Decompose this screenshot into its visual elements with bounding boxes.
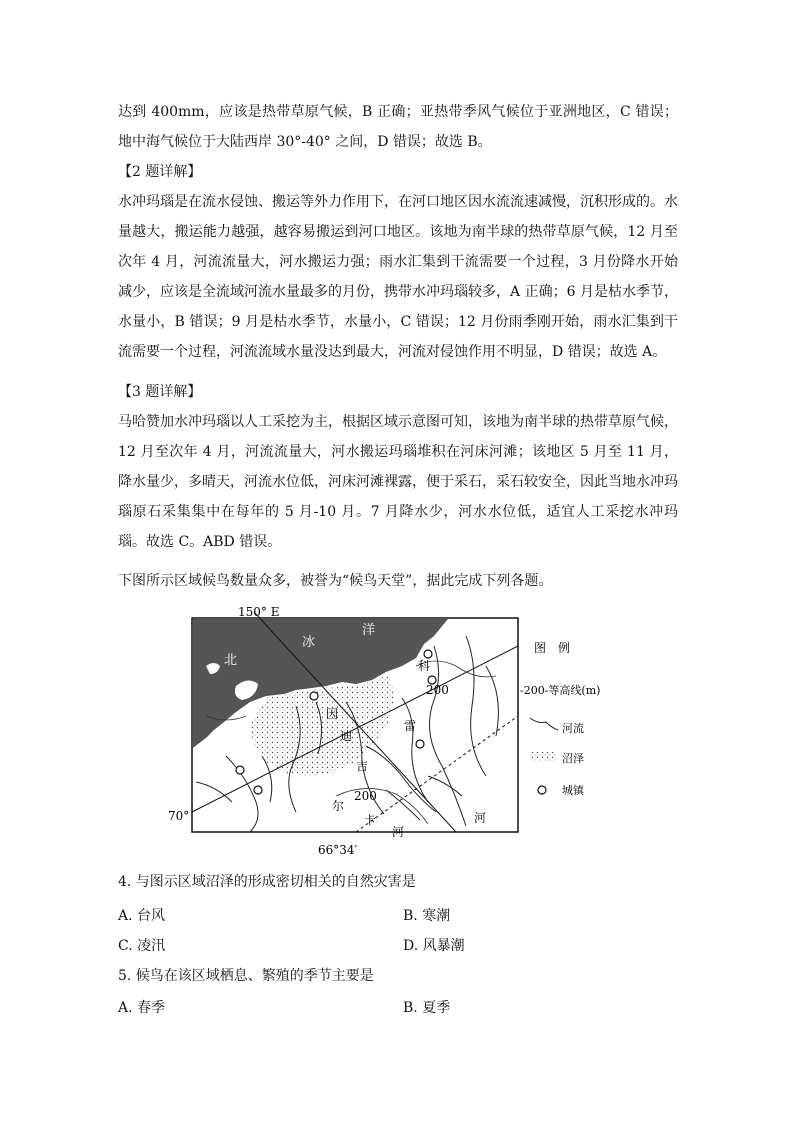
legend-contour: -200-等高线(m)	[520, 684, 601, 697]
place-char-he1: 河	[392, 825, 405, 839]
lon-label: 150° E	[238, 605, 280, 619]
answer-3-continuation	[118, 97, 678, 157]
place-char-yin: 因	[326, 707, 339, 721]
answer-2-section	[118, 157, 678, 367]
question-intro	[118, 566, 678, 596]
answer-3-section	[118, 377, 678, 557]
paragraph-answer-2: 水冲玛瑙是在流水侵蚀、搬运等外力作用下，在河口地区因水流流速减慢，沉积形成的。水量越大，搬运能力越强，越容易搬运到河口地区。该地为南半球的热带草原气候，12 月至次年 4 月，河流流量大，河水搬运力强；雨水汇集到干流需要一个过程，3 月份降水开始减少，应该是全流域河流水量最多的月份，携带水冲玛瑙较多，A 正确；6 月是枯水季节，水量小，B 错误；9 月是枯水季节，水量小，C 错误；12 月份雨季刚开始，雨水汇集到干流需要一个过程，河流流域水量没达到最大，河流对侵蚀作用不明显，D 错误；故选 A。	[118, 194, 678, 360]
question-4-option-b[interactable]: B. 寒潮	[403, 908, 451, 924]
region-map-figure	[166, 605, 601, 857]
place-char-he2: 河	[474, 811, 487, 825]
legend-swamp-symbol	[530, 752, 556, 762]
arctic-circle-label: 66°34′	[318, 843, 358, 857]
legend-town-symbol	[538, 786, 546, 794]
lat-label: 70°	[168, 809, 190, 823]
contour-label-a: 200	[426, 683, 449, 697]
place-char-ke: 科	[418, 659, 431, 673]
place-char-ka: 卡	[364, 813, 377, 827]
contour-label-b: 200	[354, 789, 377, 803]
region-map-svg	[166, 605, 601, 857]
question-4-option-a[interactable]: A. 台风	[118, 908, 166, 924]
legend-title: 图 例	[533, 641, 571, 655]
place-char-ji: 吉	[356, 759, 369, 773]
heading-answer-3: 【3 题详解】	[118, 384, 202, 400]
question-4-option-d[interactable]: D. 风暴潮	[403, 938, 465, 954]
question-5-option-a[interactable]: A. 春季	[118, 1000, 166, 1016]
question-4-option-c[interactable]: C. 凌汛	[118, 938, 166, 954]
map-legend	[520, 640, 600, 797]
legend-river: 河流	[562, 722, 584, 735]
place-char-lei: 雷	[404, 719, 417, 733]
sea-char-2: 冰	[302, 635, 316, 650]
paragraph-answer-1-end: 达到 400mm，应该是热带草原气候，B 正确；亚热带季风气候位于亚洲地区，C 错误；地中海气候位于大陆西岸 30°-40° 之间，D 错误；故选 B。	[118, 104, 678, 150]
question-5-stem: 5. 候鸟在该区域栖息、繁殖的季节主要是	[118, 968, 374, 984]
legend-river-symbol	[530, 718, 558, 730]
place-char-di: 迪	[340, 729, 353, 743]
sea-char-1: 北	[224, 653, 238, 668]
paragraph-answer-3: 马哈赞加水冲玛瑙以人工采挖为主，根据区域示意图可知，该地为南半球的热带草原气候，12 月至次年 4 月，河流流量大，河水搬运玛瑙堆积在河床河滩；该地区 5 月至 11 月，降水量少，多晴天，河流水位低，河床河滩裸露，便于采石，采石较安全，因此当地水冲玛瑙原石采集集中在每年的 5 月-10 月。7 月降水少，河水水位低，适宜人工采挖水冲玛瑙。故选 C。ABD 错误。	[118, 414, 678, 550]
place-char-er: 尔	[332, 799, 345, 813]
question-5-option-b[interactable]: B. 夏季	[403, 1000, 451, 1016]
heading-answer-2: 【2 题详解】	[118, 164, 202, 180]
legend-town: 城镇	[562, 784, 584, 797]
question-4-stem: 4. 与图示区域沼泽的形成密切相关的自然灾害是	[118, 874, 416, 890]
sea-char-3: 洋	[362, 623, 376, 638]
legend-swamp: 沼泽	[562, 752, 584, 765]
intro-text: 下图所示区域候鸟数量众多，被誉为“候鸟天堂”，据此完成下列各题。	[118, 573, 553, 589]
